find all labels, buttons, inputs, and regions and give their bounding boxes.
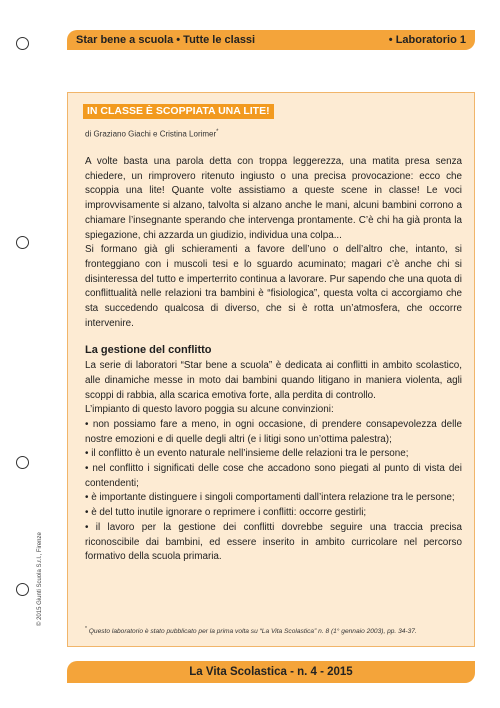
bullet-item: • nel conflitto i significati delle cose che accadono sono piegati al punto di vista dei contendenti; (85, 463, 462, 489)
binder-hole (16, 236, 29, 249)
bullet-item: • è del tutto inutile ignorare o reprimere i conflitti: occorre gestirli; (85, 507, 367, 519)
footnote-mark: * (85, 626, 87, 632)
binder-hole (16, 583, 29, 596)
page-footer (67, 661, 475, 683)
page-header (67, 30, 475, 50)
author-names: di Graziano Giachi e Cristina Lorimer (85, 129, 217, 139)
paragraph: A volte basta una parola detta con troppa leggerezza, una matita presa senza chiedere, un rimprovero ritenuto ingiusto o una precisa provocazione: ecco che scoppia una lite! Quante volte assistiamo a queste scene in classe! Le voci improvvisamente si alzano, talvolta si alzano anche le mani, alcuni bambini corrono a chiamare l’insegnante sperando che intervenga prontamente. C’è chi ha già pronta la spiegazione, chi azzarda un giudizio, individua una colpa... (85, 156, 462, 241)
copyright-notice: © 2015 Giunti Scuola S.r.l., Firenze (37, 532, 43, 626)
bullet-item: • il lavoro per la gestione dei conflitti dovrebbe seguire una traccia precisa riconoscibile dai bambini, ed essere inserito in ambito curricolare nel percorso formativo della scuola primaria. (85, 521, 462, 563)
bullet-item: • è importante distinguere i singoli comportamenti dall’intera relazione tra le persone; (85, 492, 455, 504)
footnote-text: Questo laboratorio è stato pubblicato per la prima volta su “La Vita Scolastica” n. 8 (1° gennaio 2003), pp. 34-37. (88, 628, 417, 636)
author-footnote-mark: * (216, 129, 219, 135)
article-title-badge: IN CLASSE È SCOPPIATA UNA LITE! (83, 104, 274, 119)
bullet-item: • il conflitto è un evento naturale nell’insieme delle relazioni tra le persone; (85, 448, 409, 460)
footnote (85, 626, 462, 635)
article-body (85, 155, 462, 565)
paragraph: Si formano già gli schieramenti a favore dell’uno o dell’altro che, intanto, si fronteggiano con i muscoli tesi e lo sguardo acuminato; magari c’è anche chi si disinteressa del tutto e imperterrito continua a lavorare. Pur sapendo che una quota di conflittualità nelle relazioni tra bambini è “fisiologica”, questa volta ci accorgiamo che sta succedendo qualcosa di diverso, che si è rotta un’atmosfera, che occorre intervenire. (85, 244, 462, 329)
binder-hole (16, 456, 29, 469)
header-section: • Laboratorio 1 (388, 34, 466, 46)
footer-publication: La Vita Scolastica - n. 4 - 2015 (189, 666, 353, 678)
binder-hole (16, 37, 29, 50)
paragraph: L’impianto di questo lavoro poggia su alcune convinzioni: (85, 404, 334, 416)
paragraph: La serie di laboratori “Star bene a scuola” è dedicata ai conflitti in ambito scolastico, alle dinamiche messe in moto dai bambini quando litigano in maniera violenta, agli scoppi di rabbia, alla scarica emotiva forte, alla perdita di controllo. (85, 360, 462, 401)
bullet-item: • non possiamo fare a meno, in ogni occasione, di prendere consapevolezza delle nostre emozioni e di quelle degli altri (e i litigi sono un’ottima palestra); (85, 418, 462, 445)
section-heading: La gestione del conflitto (85, 344, 212, 357)
author-line (85, 129, 219, 139)
header-series: Star bene a scuola • Tutte le classi (76, 34, 256, 46)
